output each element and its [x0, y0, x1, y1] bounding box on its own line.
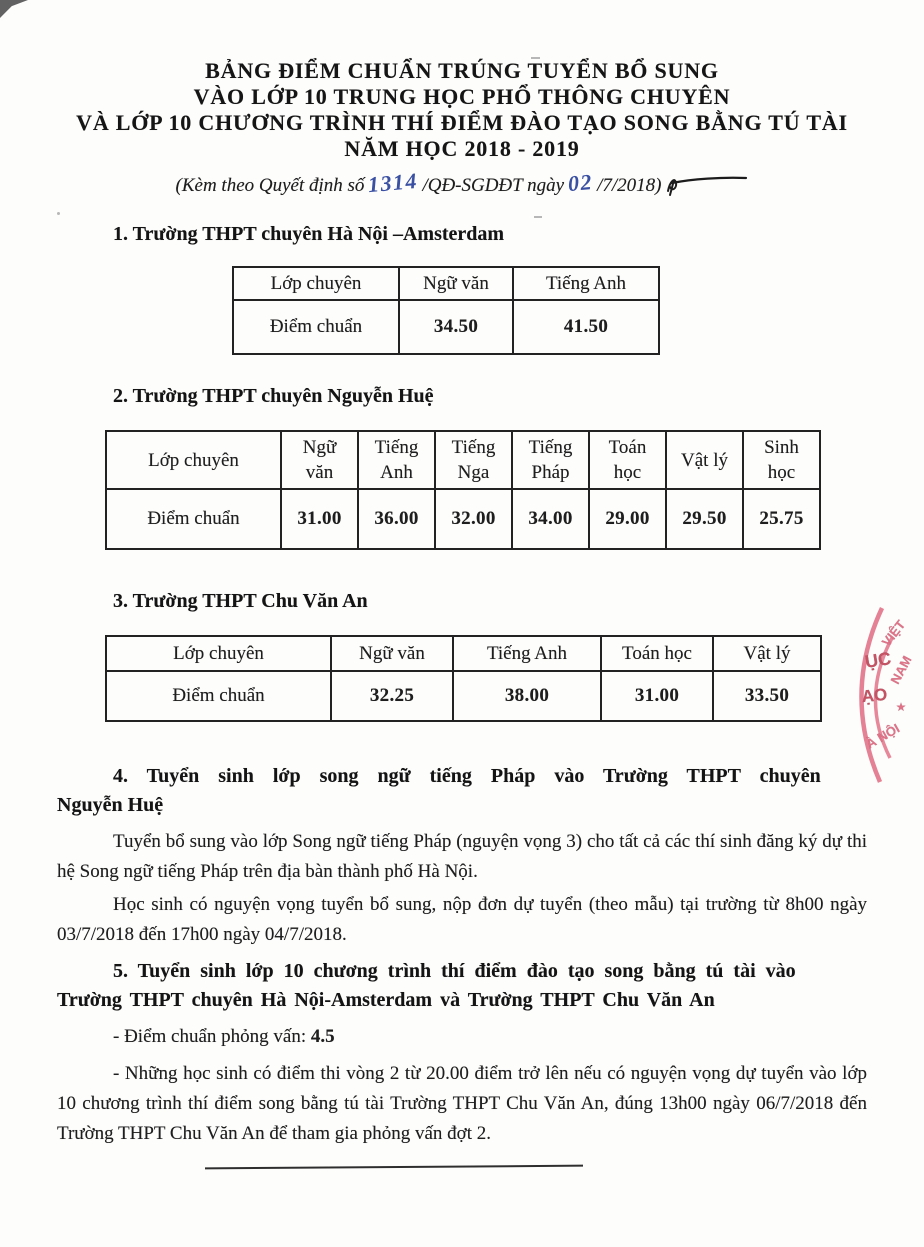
title-line-3: VÀ LỚP 10 CHƯƠNG TRÌNH THÍ ĐIỂM ĐÀO TẠO SONG BẰNG TÚ TÀI	[76, 110, 848, 135]
decree-prefix: (Kèm theo Quyết định số	[175, 175, 365, 196]
header-cell: Vật lý	[666, 431, 743, 489]
section-5-paragraph: - Những học sinh có điểm thi vòng 2 từ 20.00 điểm trở lên nếu có nguyện vọng dự tuyển vào lớp 10 chương trình thí điểm song bằng tú tài Trường THPT Chu Văn An, đúng 13h00 ngày 06/7/2018 đến Trường THPT Chu Văn An để tham gia phỏng vấn đợt 2.	[57, 1063, 867, 1144]
section-2-heading: 2. Trường THPT chuyên Nguyễn Huệ	[113, 385, 434, 407]
header-cell: Ngữ văn	[281, 431, 358, 489]
section-4-heading	[57, 762, 867, 820]
section-5-heading-line-2: Trường THPT chuyên Hà Nội-Amsterdam và Trường THPT Chu Văn An	[57, 989, 715, 1011]
interview-score-line	[57, 1022, 867, 1052]
score-cell: 38.00	[453, 671, 601, 721]
header-cell: Lớp chuyên	[106, 431, 281, 489]
section-5-heading-line-1: 5. Tuyển sinh lớp 10 chương trình thí điểm đào tạo song bằng tú tài vào	[113, 960, 796, 982]
decree-reference-line	[57, 167, 867, 198]
pen-flourish-mark	[662, 171, 748, 197]
table-row	[106, 671, 821, 721]
header-cell: Vật lý	[713, 636, 821, 671]
score-cell: 29.50	[666, 489, 743, 549]
scan-artifact-corner	[0, 0, 28, 18]
table-row	[233, 300, 659, 354]
section-4-paragraph-1: Tuyển bổ sung vào lớp Song ngữ tiếng Pháp (nguyện vọng 3) cho tất cả các thí sinh đăng ký dự thi hệ Song ngữ tiếng Pháp trên địa bàn thành phố Hà Nội.	[57, 831, 867, 882]
stamp-text-viet: VIỆT	[878, 617, 909, 650]
row-label-cell: Điểm chuẩn	[106, 671, 331, 721]
title-line-4: NĂM HỌC 2018 - 2019	[344, 136, 580, 161]
header-cell: Tiếng Anh	[358, 431, 435, 489]
interview-score-value: 4.5	[310, 1026, 335, 1047]
stamp-text-ha-noi: À NỘI	[863, 720, 903, 752]
title-line-2: VÀO LỚP 10 TRUNG HỌC PHỔ THÔNG CHUYÊN	[193, 84, 731, 109]
section-3-heading: 3. Trường THPT Chu Văn An	[113, 590, 368, 612]
document-title	[57, 58, 867, 162]
header-cell: Toán học	[589, 431, 666, 489]
score-cell: 31.00	[601, 671, 713, 721]
table-header-row	[233, 267, 659, 300]
score-table-ha-noi-amsterdam	[232, 266, 660, 355]
stamp-text-fragment-ao: ẠO	[860, 684, 889, 707]
header-cell: Tiếng Pháp	[512, 431, 589, 489]
score-cell: 33.50	[713, 671, 821, 721]
title-line-1: BẢNG ĐIỂM CHUẨN TRÚNG TUYỂN BỔ SUNG	[205, 58, 719, 83]
score-table-nguyen-hue	[105, 430, 821, 550]
decree-suffix: /7/2018)	[597, 175, 662, 196]
header-cell: Tiếng Anh	[513, 267, 659, 300]
score-cell: 36.00	[358, 489, 435, 549]
official-red-stamp	[852, 588, 924, 828]
handwritten-decree-number: 1314	[367, 167, 420, 198]
stamp-text-nam: NAM	[887, 653, 915, 687]
score-cell: 34.00	[512, 489, 589, 549]
header-cell: Lớp chuyên	[106, 636, 331, 671]
table-header-row	[106, 431, 820, 489]
score-cell: 32.25	[331, 671, 453, 721]
score-cell: 32.00	[435, 489, 512, 549]
handwritten-day-number: 02	[566, 168, 594, 197]
document-content	[57, 0, 867, 1168]
section-4-paragraph-2: Học sinh có nguyện vọng tuyển bổ sung, nộp đơn dự tuyển (theo mẫu) tại trường từ 8h00 ngày 03/7/2018 đến 17h00 ngày 04/7/2018.	[57, 894, 867, 945]
decree-middle: /QĐ-SGDĐT ngày	[422, 175, 565, 196]
header-cell: Ngữ văn	[399, 267, 513, 300]
score-cell: 31.00	[281, 489, 358, 549]
score-cell: 34.50	[399, 300, 513, 354]
score-cell: 25.75	[743, 489, 820, 549]
section-4-heading-line-2: Nguyễn Huệ	[57, 794, 164, 816]
stamp-text-fragment-uc: ỤC	[863, 648, 893, 672]
row-label-cell: Điểm chuẩn	[233, 300, 399, 354]
section-4-heading-line-1: 4. Tuyển sinh lớp song ngữ tiếng Pháp vào Trường THPT chuyên	[113, 765, 821, 787]
score-cell: 29.00	[589, 489, 666, 549]
table-header-row	[106, 636, 821, 671]
header-cell: Tiếng Nga	[435, 431, 512, 489]
score-table-chu-van-an	[105, 635, 822, 722]
signature-divider-line	[205, 1165, 583, 1170]
section-5-heading	[57, 957, 867, 1015]
interview-score-label: - Điểm chuẩn phỏng vấn:	[113, 1026, 311, 1047]
header-cell: Toán học	[601, 636, 713, 671]
stamp-star-icon: ★	[895, 700, 907, 714]
table-row	[106, 489, 820, 549]
score-cell: 41.50	[513, 300, 659, 354]
header-cell: Sinh học	[743, 431, 820, 489]
header-cell: Ngữ văn	[331, 636, 453, 671]
section-1-heading: 1. Trường THPT chuyên Hà Nội –Amsterdam	[113, 223, 505, 245]
header-cell: Lớp chuyên	[233, 267, 399, 300]
header-cell: Tiếng Anh	[453, 636, 601, 671]
row-label-cell: Điểm chuẩn	[106, 489, 281, 549]
